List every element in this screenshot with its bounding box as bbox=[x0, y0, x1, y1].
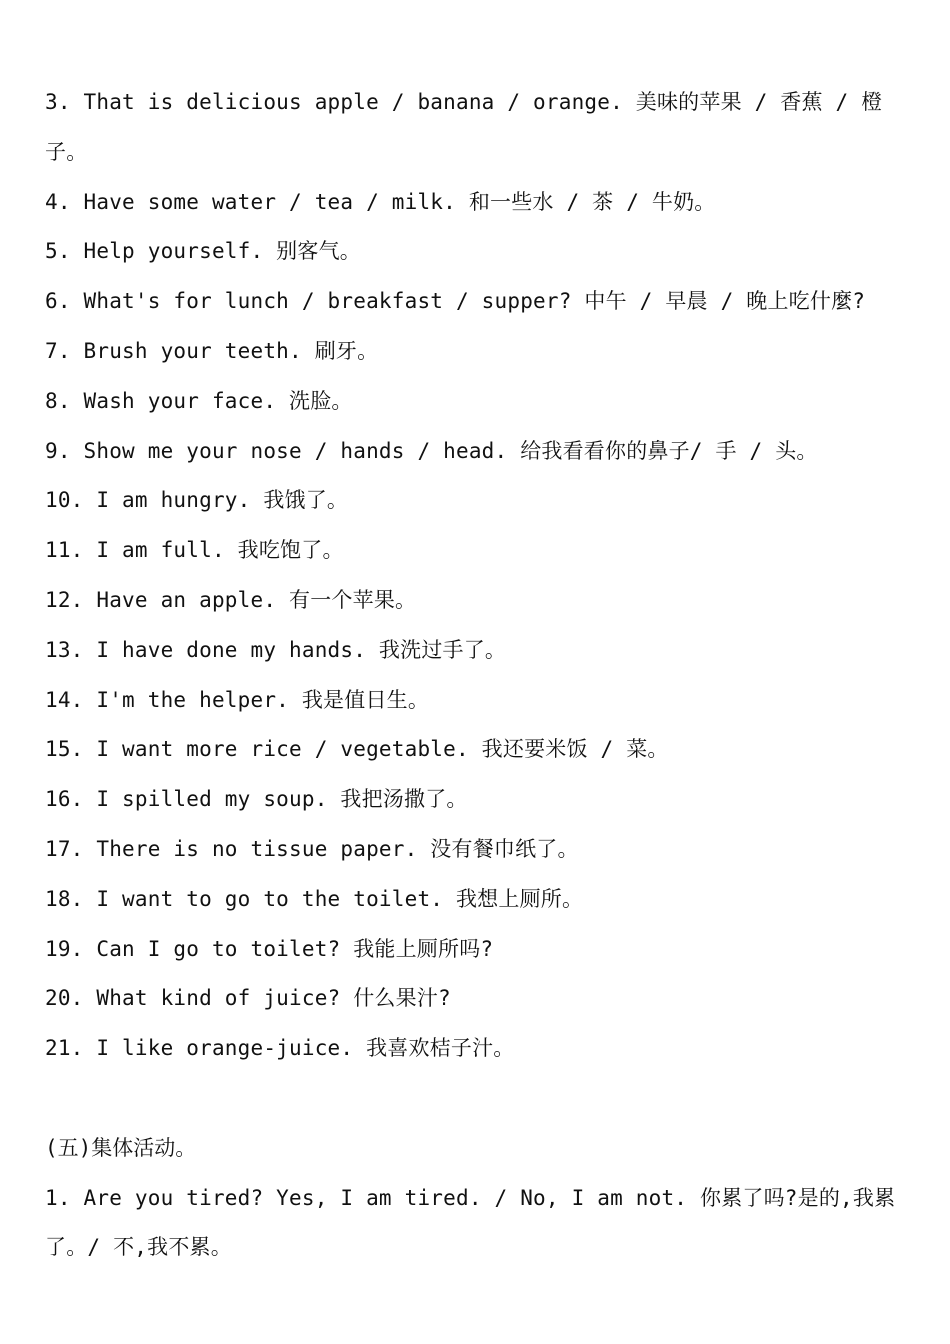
list-item: 9. Show me your nose / hands / head. 给我看看你的鼻子/ 手 / 头。 bbox=[45, 438, 818, 463]
list-item: 7. Brush your teeth. 刷牙。 bbox=[45, 338, 379, 363]
list-item: 14. I'm the helper. 我是值日生。 bbox=[45, 687, 430, 712]
list-item: 1. Are you tired? Yes, I am tired. / No, I am not. 你累了吗?是的,我累了。/ 不,我不累。 bbox=[45, 1185, 896, 1260]
section-heading: (五)集体活动。 bbox=[45, 1135, 197, 1160]
list-item: 10. I am hungry. 我饿了。 bbox=[45, 488, 349, 513]
list-item: 21. I like orange-juice. 我喜欢桔子汁。 bbox=[45, 1036, 515, 1061]
list-item: 11. I am full. 我吃饱了。 bbox=[45, 538, 344, 563]
list-item: 5. Help yourself. 别客气。 bbox=[45, 239, 361, 264]
list-item: 12. Have an apple. 有一个苹果。 bbox=[45, 587, 417, 612]
list-item: 6. What's for lunch / breakfast / supper? 中午 / 早晨 / 晚上吃什麼? bbox=[45, 289, 866, 314]
list-item: 16. I spilled my soup. 我把汤撒了。 bbox=[45, 787, 468, 812]
list-item: 8. Wash your face. 洗脸。 bbox=[45, 388, 353, 413]
list-item: 15. I want more rice / vegetable. 我还要米饭 / 菜。 bbox=[45, 737, 669, 762]
list-item: 4. Have some water / tea / milk. 和一些水 / 茶 / 牛奶。 bbox=[45, 189, 716, 214]
document-page bbox=[45, 78, 907, 1273]
list-item: 3. That is delicious apple / banana / orange. 美味的苹果 / 香蕉 / 橙子。 bbox=[45, 90, 883, 164]
blank-line bbox=[45, 1074, 907, 1124]
list-item: 17. There is no tissue paper. 没有餐巾纸了。 bbox=[45, 836, 579, 861]
list-item: 19. Can I go to toilet? 我能上厕所吗? bbox=[45, 936, 494, 961]
list-item: 13. I have done my hands. 我洗过手了。 bbox=[45, 637, 507, 662]
list-item: 20. What kind of juice? 什么果汁? bbox=[45, 986, 451, 1011]
list-item: 18. I want to go to the toilet. 我想上厕所。 bbox=[45, 886, 584, 911]
